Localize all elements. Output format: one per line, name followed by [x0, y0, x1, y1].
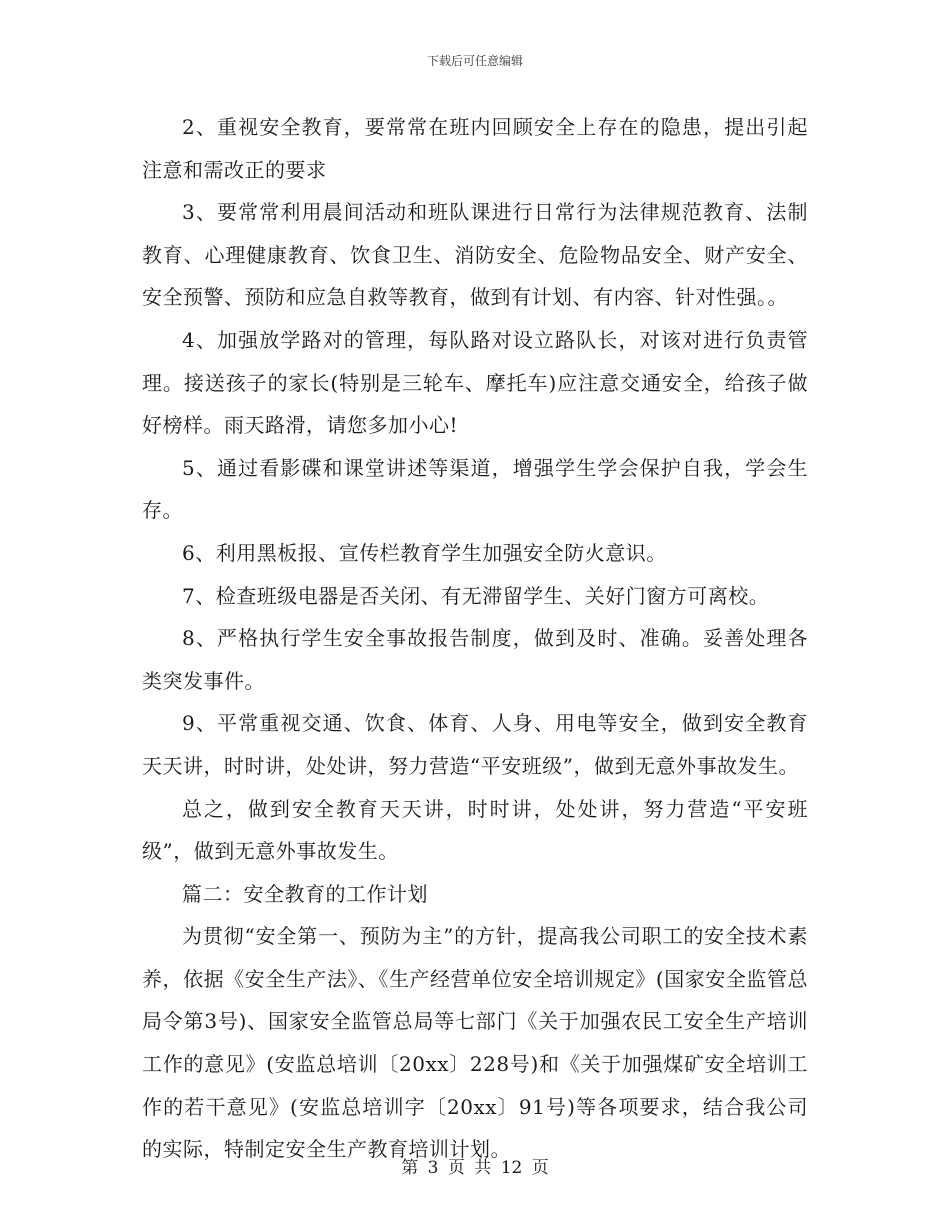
paragraph-item-2: 2、重视安全教育，要常常在班内回顾安全上存在的隐患，提出引起注意和需改正的要求 [142, 115, 808, 182]
summary-paragraph: 总之，做到安全教育天天讲，时时讲，处处讲，努力营造“平安班级”，做到无意外事故发生。 [142, 796, 808, 864]
paragraph-item-3: 3、要常常利用晨间活动和班队课进行日常行为法律规范教育、法制教育、心理健康教育、饮食卫生、消防安全、危险物品安全、财产安全、安全预警、预防和应急自救等教育，做到有计划、有内容、针对性强。。 [142, 200, 808, 310]
paragraph-item-9: 9、平常重视交通、饮食、体育、人身、用电等安全，做到安全教育天天讲，时时讲，处处讲，努力营造“平安班级”，做到无意外事故发生。 [142, 711, 808, 778]
paragraph-item-5: 5、通过看影碟和课堂讲述等渠道，增强学生学会保护自我，学会生存。 [142, 455, 808, 523]
paragraph-item-6: 6、利用黑板报、宣传栏教育学生加强安全防火意识。 [182, 540, 667, 565]
plan-intro-paragraph: 为贯彻“安全第一、预防为主”的方针，提高我公司职工的安全技术素养，依据《安全生产法》、《生产经营单位安全培训规定》(国家安全监管总局令第3号)、国家安全监管总局等七部门《关于加强农民工安全生产培训工作的意见》(安监总培训〔20xx〕228号)和《关于加强煤矿安全培训工作的若干意见》(安监总培训字〔20xx〕91号)等各项要求，结合我公司的实际，特制定安全生产教育培训计划。 [142, 924, 808, 1162]
page-header: 下载后可任意编辑 [426, 54, 523, 68]
section-heading: 篇二：安全教育的工作计划 [182, 881, 428, 906]
document-body [142, 106, 808, 1171]
paragraph-item-7: 7、检查班级电器是否关闭、有无滞留学生、关好门窗方可离校。 [182, 583, 770, 608]
page-number-footer: 第 3 页 共 12 页 [401, 1158, 549, 1178]
paragraph-item-8: 8、严格执行学生安全事故报告制度，做到及时、准确。妥善处理各类突发事件。 [142, 626, 808, 693]
paragraph-item-4: 4、加强放学路对的管理，每队路对设立路队长，对该对进行负责管理。接送孩子的家长(特别是三轮车、摩托车)应注意交通安全，给孩子做好榜样。雨天路滑，请您多加小心! [142, 327, 808, 438]
